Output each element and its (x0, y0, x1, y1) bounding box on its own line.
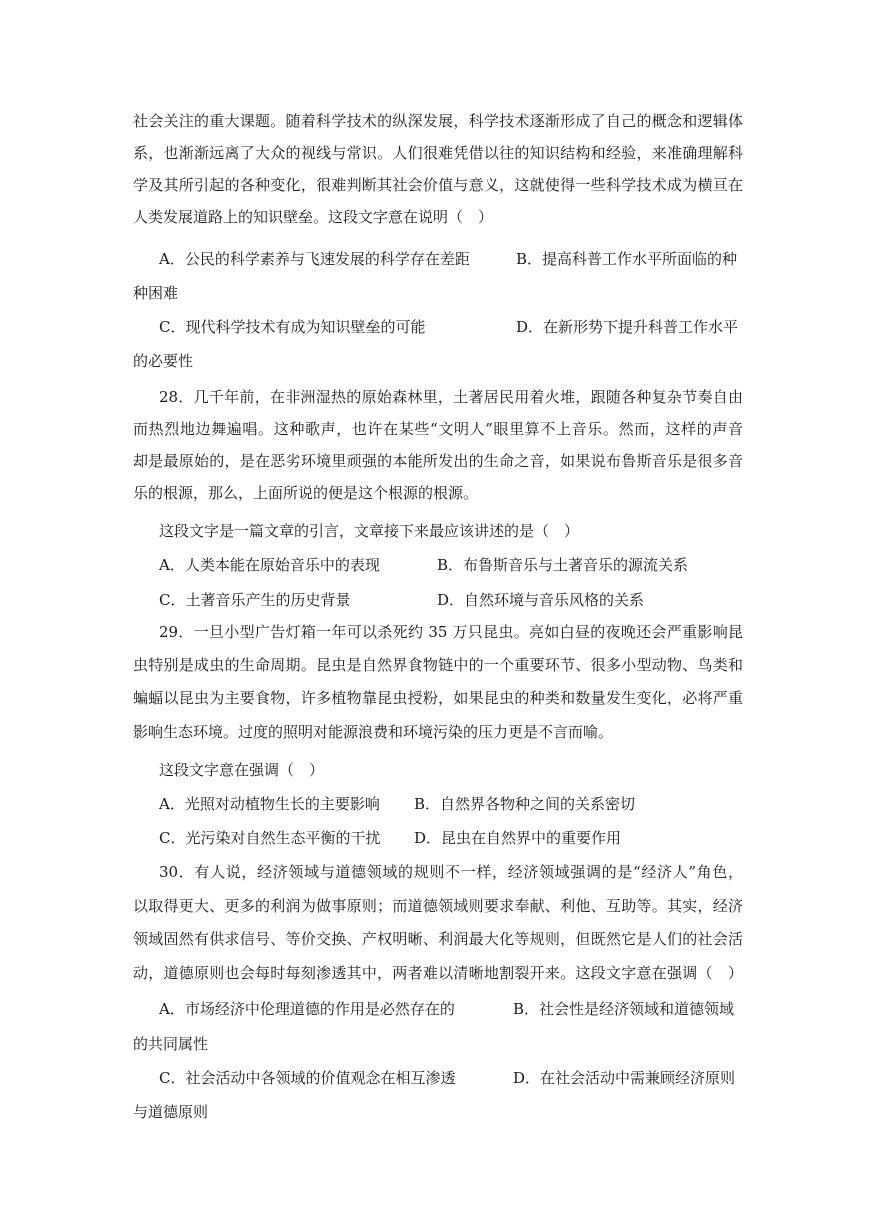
q28-option-c: C．土著音乐产生的历史背景 (159, 591, 351, 609)
q27-option-d-continued: 的必要性 (133, 352, 194, 370)
q27-option-d: D．在新形势下提升科普工作水平 (516, 318, 739, 336)
q28-option-d: D．自然环境与音乐风格的关系 (437, 591, 645, 609)
q27-option-b: B．提高科普工作水平所面临的种 (516, 250, 738, 268)
q30-option-b-continued: 的共同属性 (133, 1035, 209, 1053)
q29-option-b: B．自然界各物种之间的关系密切 (414, 795, 636, 813)
q29-paragraph-line: 影响生态环境。过度的照明对能源浪费和环境污染的压力更是不言而喻。 (133, 723, 614, 741)
q28-paragraph-line: 28．几千年前，在非洲湿热的原始森林里，土著居民用着火堆，跟随各种复杂节奏自由 (159, 388, 743, 406)
q28-paragraph-line: 却是最原始的，是在恶劣环境里顽强的本能所发出的生命之音，如果说布鲁斯音乐是很多音 (133, 452, 743, 470)
q28-paragraph-line: 乐的根源，那么，上面所说的便是这个根源的根源。 (133, 484, 479, 502)
q27-paragraph-line: 学及其所引起的各种变化，很难判断其社会价值与意义，这就使得一些科学技术成为横亘在 (133, 176, 743, 194)
q30-option-c: C．社会活动中各领域的价值观念在相互渗透 (159, 1069, 456, 1087)
q29-paragraph-line: 蝙蝠以昆虫为主要食物，许多植物靠昆虫授粉，如果昆虫的种类和数量发生变化，必将严重 (133, 689, 743, 707)
q28-option-b: B．布鲁斯音乐与土著音乐的源流关系 (437, 556, 689, 574)
q28-paragraph-line: 而热烈地边舞遍唱。这种歌声，也许在某些“文明人”眼里算不上音乐。然而，这样的声音 (133, 420, 743, 438)
q29-option-d: D．昆虫在自然界中的重要作用 (414, 829, 622, 847)
q30-option-b: B．社会性是经济领域和道德领域 (513, 1000, 735, 1018)
q30-paragraph-line: 动，道德原则也会每时每刻渗透其中，两者难以清晰地割裂开来。这段文字意在强调（ ） (133, 964, 743, 982)
q27-paragraph-line: 社会关注的重大课题。随着科学技术的纵深发展，科学技术逐渐形成了自己的概念和逻辑体 (133, 112, 743, 130)
q30-paragraph-line: 以取得更大、更多的利润为做事原则；而道德领域则要求奉献、利他、互助等。其实，经济 (133, 897, 743, 915)
q29-prompt: 这段文字意在强调（ ） (159, 761, 325, 779)
q30-paragraph-line: 领域固然有供求信号、等价交换、产权明晰、利润最大化等规则，但既然它是人们的社会活 (133, 930, 743, 948)
q30-paragraph-line: 30．有人说，经济领域与道德领域的规则不一样，经济领域强调的是“经济人”角色， (159, 863, 743, 881)
q27-option-c: C．现代科学技术有成为知识壁垒的可能 (159, 318, 426, 336)
q27-option-b-continued: 种困难 (133, 284, 179, 302)
q27-option-a: A．公民的科学素养与飞速发展的科学存在差距 (159, 250, 470, 268)
q30-option-a: A．市场经济中伦理道德的作用是必然存在的 (159, 1000, 455, 1018)
q27-paragraph-line: 系，也渐渐远离了大众的视线与常识。人们很难凭借以往的知识结构和经验，来准确理解科 (133, 144, 743, 162)
q29-option-c: C．光污染对自然生态平衡的干扰 (159, 829, 381, 847)
q29-option-a: A．光照对动植物生长的主要影响 (159, 795, 380, 813)
q29-paragraph-line: 29．一旦小型广告灯箱一年可以杀死约 35 万只昆虫。亮如白昼的夜晚还会严重影响昆 (159, 623, 743, 641)
q28-option-a: A．人类本能在原始音乐中的表现 (159, 556, 380, 574)
q27-paragraph-line: 人类发展道路上的知识壁垒。这段文字意在说明（ ） (133, 208, 494, 226)
q29-paragraph-line: 虫特别是成虫的生命周期。昆虫是自然界食物链中的一个重要环节、很多小型动物、鸟类和 (133, 656, 743, 674)
q28-prompt: 这段文字是一篇文章的引言，文章接下来最应该讲述的是（ ） (159, 522, 580, 540)
q30-option-d-continued: 与道德原则 (133, 1103, 209, 1121)
q30-option-d: D．在社会活动中需兼顾经济原则 (513, 1069, 736, 1087)
